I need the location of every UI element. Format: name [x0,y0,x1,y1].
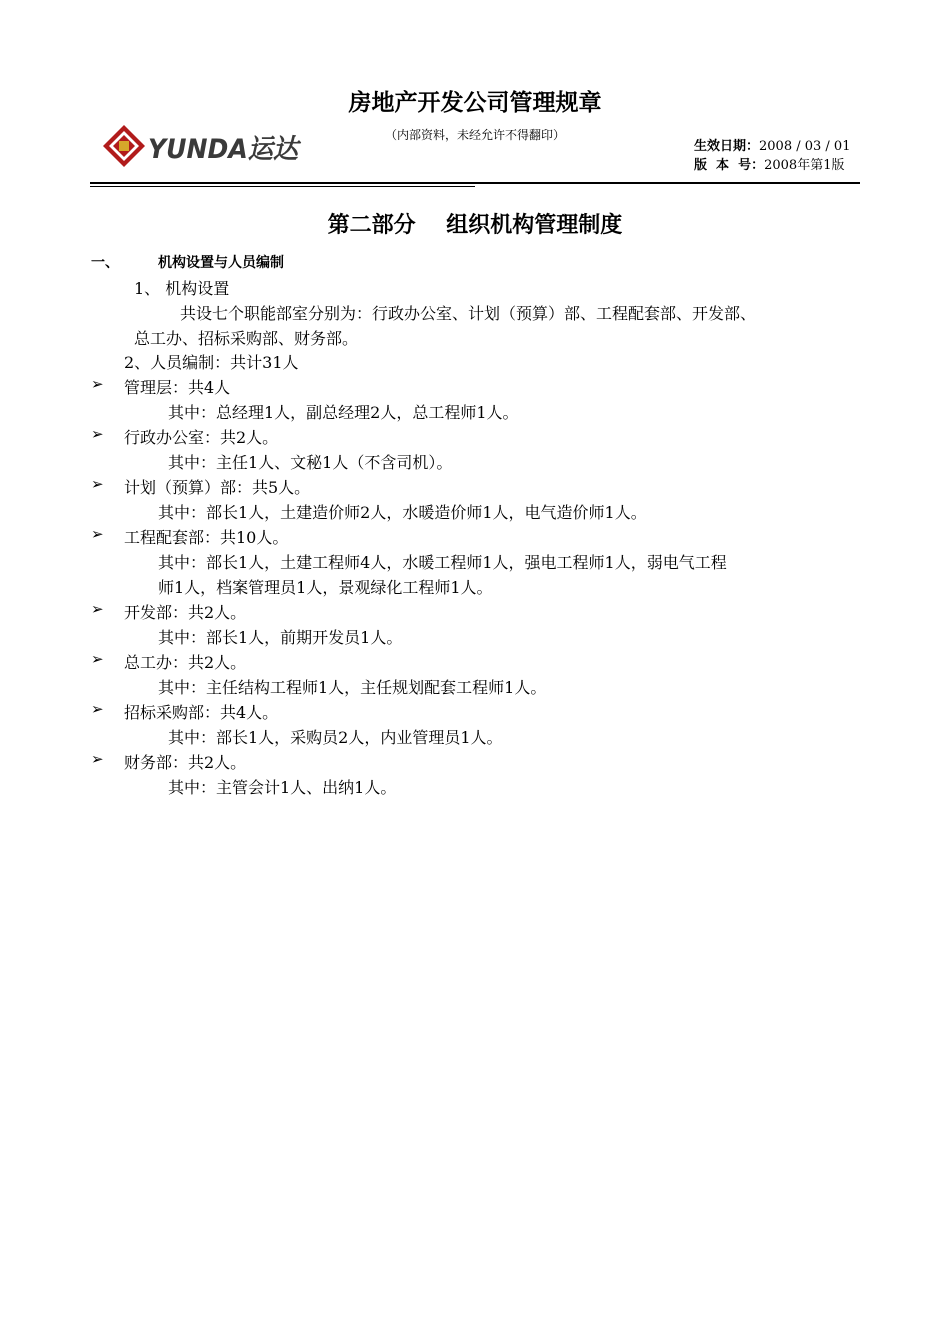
bullet-icon: ➢ [91,475,104,493]
dept-admin-office-head: 行政办公室：共2人。 [124,428,279,447]
dept-engineering-head: 工程配套部：共10人。 [124,528,289,547]
document-title: 房地产开发公司管理规章 [348,90,602,116]
dept-development-detail: 其中：部长1人，前期开发员1人。 [158,628,403,647]
bullet-icon: ➢ [91,375,104,393]
dept-procurement-detail: 其中：部长1人，采购员2人，内业管理员1人。 [168,728,503,747]
dept-chief-engineer-detail: 其中：主任结构工程师1人，主任规划配套工程师1人。 [158,678,547,697]
subsection-1-text-line1: 共设七个职能部室分别为：行政办公室、计划（预算）部、工程配套部、开发部、 [180,304,757,323]
dept-planning-head: 计划（预算）部：共5人。 [124,478,311,497]
effective-date-value: 2008 / 03 / 01 [759,139,851,154]
effective-date-label: 生效日期： [694,139,760,154]
dept-finance-head: 财务部：共2人。 [124,753,247,772]
bullet-icon: ➢ [91,650,104,668]
version-label: 版 本 号： [694,158,765,173]
dept-admin-office-detail: 其中：主任1人、文秘1人（不含司机）。 [168,453,453,472]
subsection-1-text-line2: 总工办、招标采购部、财务部。 [134,329,359,348]
logo-mark-icon [103,125,145,167]
bullet-icon: ➢ [91,425,104,443]
logo-wordmark: YUNDA运达 [148,134,302,165]
section-title: 机构设置与人员编制 [158,255,284,271]
header-rule-thin [90,186,475,187]
part-title: 第二部分 组织机构管理制度 [327,213,623,238]
yunda-logo [102,124,302,168]
dept-procurement-head: 招标采购部：共4人。 [124,703,279,722]
subsection-1-title: 1、 机构设置 [134,279,230,298]
dept-chief-engineer-head: 总工办：共2人。 [124,653,247,672]
dept-finance-detail: 其中：主管会计1人、出纳1人。 [168,778,397,797]
effective-date [694,135,850,154]
version-value: 2008年第1版 [764,158,845,173]
dept-management-detail: 其中：总经理1人，副总经理2人，总工程师1人。 [168,403,519,422]
dept-engineering-detail-line2: 师1人，档案管理员1人，景观绿化工程师1人。 [158,578,493,597]
dept-management-head: 管理层：共4人 [124,378,231,397]
confidential-note: （内部资料，未经允许不得翻印） [384,128,565,142]
header-rule-thick [90,182,860,184]
dept-planning-detail: 其中：部长1人，土建造价师2人，水暖造价师1人，电气造价师1人。 [158,503,647,522]
subsection-2-title: 2、人员编制：共计31人 [124,353,299,372]
version-number [694,154,844,173]
bullet-icon: ➢ [91,750,104,768]
section-number: 一、 [91,255,119,271]
dept-development-head: 开发部：共2人。 [124,603,247,622]
bullet-icon: ➢ [91,700,104,718]
bullet-icon: ➢ [91,600,104,618]
dept-engineering-detail-line1: 其中：部长1人，土建工程师4人，水暖工程师1人，强电工程师1人，弱电气工程 [158,553,727,572]
bullet-icon: ➢ [91,525,104,543]
